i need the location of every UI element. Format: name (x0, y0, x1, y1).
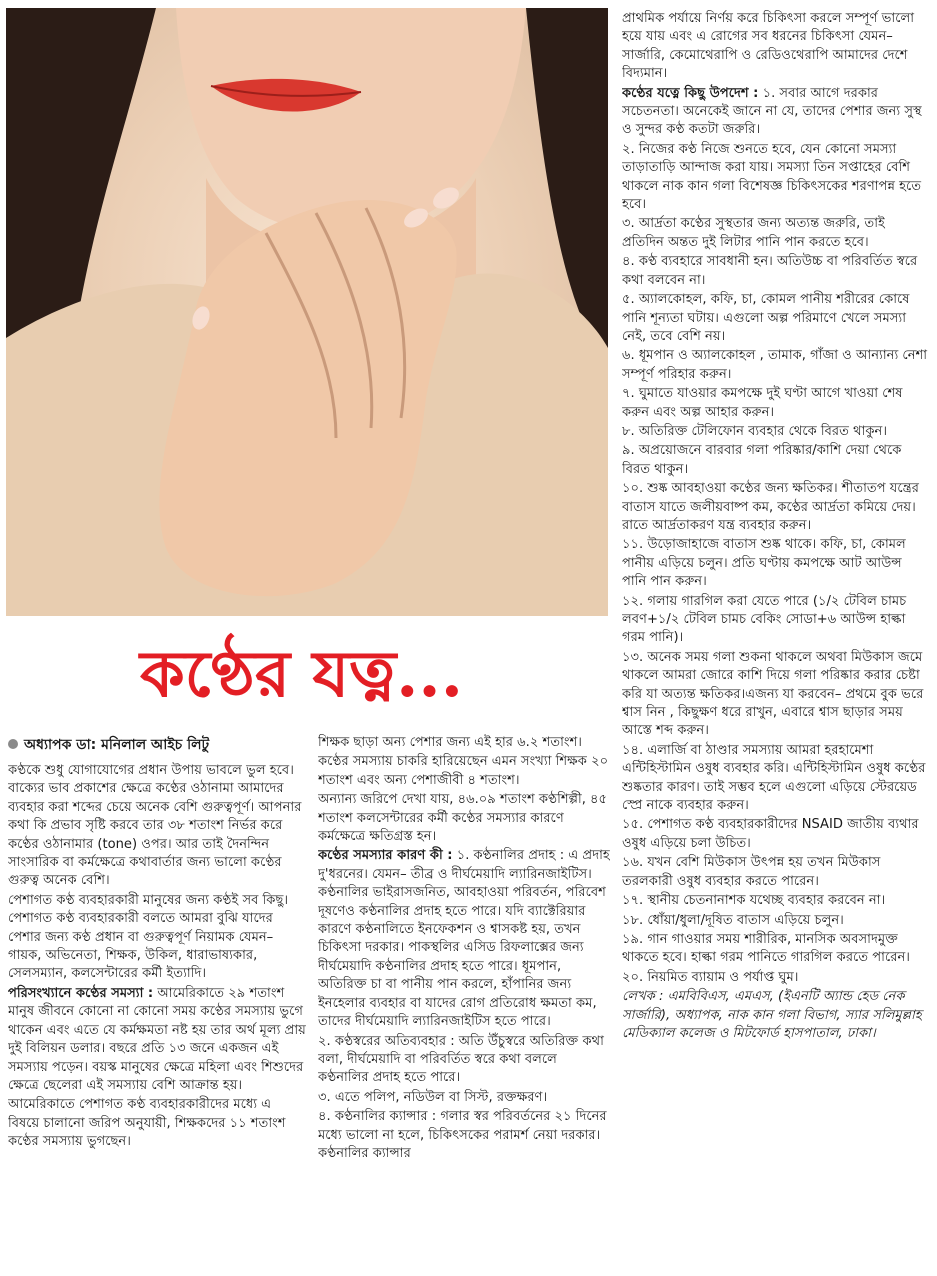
author-name: অধ্যাপক ডা: মনিলাল আইচ লিটু (24, 737, 210, 753)
tip-item: ৭. ঘুমাতে যাওয়ার কমপক্ষে দুই ঘণ্টা আগে খাওয়া শেষ করুন এবং অল্প আহার করুন। (622, 386, 903, 420)
tip-item: ১৯. গান গাওয়ার সময় শারীরিক, মানসিক অবসাদমুক্ত থাকতে হবে। হাল্কা গরম পানিতে গারগিল করতে পারেন। (622, 931, 910, 966)
tip-item: ১৬. যখন বেশি মিউকাস উৎপন্ন হয় তখন মিউকাস তরলকারী ওষুধ ব্যবহার করতে পারেন। (622, 855, 881, 889)
article-photo (6, 8, 608, 616)
paragraph: পেশাগত কণ্ঠ ব্যবহারকারী মানুষের জন্য কণ্ঠই সব কিছু। পেশাগত কণ্ঠ ব্যবহারকারী বলতে আমরা বুঝি যাদের পেশার জন্য কণ্ঠ প্রধান বা গুরুত্বপূর্ণ নিয়ামক যেমন– গায়ক, অভিনেতা, শিক্ষক, উকিল, ধারাভাষ্যকার, সেলসম্যান, কলসেন্টারের কর্মী ইত্যাদি। (8, 892, 289, 982)
tip-item: ১৩. অনেক সময় গলা শুকনা থাকলে অথবা মিউকাস জমে থাকলে আমরা জোরে কাশি দিয়ে গলা পরিষ্কার করার চেষ্টা করি যা অত্যন্ত ক্ষতিকর।এজন্য যা করবেন– প্রথমে বুক ভরে শ্বাস নিন , কিছুক্ষণ ধরে রাখুন, এবারে শ্বাস ছাড়ার সময় আস্তে শব্দ করুন। (622, 649, 924, 739)
tip-item: ২. নিজের কণ্ঠ নিজে শুনতে হবে, যেন কোনো সমস্যা তাড়াতাড়ি আন্দাজ করা যায়। সমস্যা তিন সপ্তাহের বেশি থাকলে নাক কান গলা বিশেষজ্ঞ চিকিৎসকের শরণাপন্ন হতে হবে। (622, 141, 922, 213)
article-column-left (8, 762, 306, 1272)
tip-item: ১৪. এলার্জি বা ঠাণ্ডার সমস্যায় আমরা হরহামেশা এন্টিহিস্টামিন ওষুধ ব্যবহার করি। এন্টিহিস্টামিন ওষুধ কণ্ঠের শুষ্কতার কারণ। তাই সম্ভব হলে এগুলো এড়িয়ে স্টেরয়েড স্প্রে নাকে ব্যবহার করুন। (622, 742, 926, 814)
paragraph (318, 847, 610, 1031)
paragraph: কণ্ঠের সমস্যায় চাকরি হারিয়েছেন এমন সংখ্যা শিক্ষক ২০ শতাংশ এবং অন্য পেশাজীবী ৪ শতাংশ। (318, 754, 609, 788)
paragraph: ৪. কণ্ঠনালির ক্যান্সার : গলার স্বর পরিবর্তনের ২১ দিনের মধ্যে ভালো না হলে, চিকিৎসকের পরামর্শ নেয়া দরকার। কণ্ঠনালির ক্যান্সার (318, 1109, 607, 1161)
headline: কণ্ঠের যত্ন... (140, 637, 463, 712)
article-column-right (622, 10, 928, 1272)
article-column-middle (318, 734, 610, 1272)
subheading: কণ্ঠের যত্নে কিছু উপদেশ : (622, 85, 759, 101)
tip-item: ১০. শুষ্ক আবহাওয়া কণ্ঠের জন্য ক্ষতিকর। শীতাতপ যন্ত্রের বাতাস যাতে জলীয়বাষ্প কম, কণ্ঠের আর্দ্রতা কমিয়ে দেয়। রাতে আর্দ্রতাকরণ যন্ত্র ব্যবহার করুন। (622, 481, 919, 533)
tip-item: ৬. ধূমপান ও অ্যালকোহল , তামাক, গাঁজা ও আন্যান্য নেশা সম্পূর্ণ পরিহার করুন। (622, 348, 928, 382)
tip-item: ৩. আর্দ্রতা কণ্ঠের সুস্থতার জন্য অত্যন্ত জরুরি, তাই প্রতিদিন অন্তত দুই লিটার পানি পান করতে হবে। (622, 216, 885, 250)
tip-item: ১১. উড়োজাহাজে বাতাস শুষ্ক থাকে। কফি, চা, কোমল পানীয় এড়িয়ে চলুন। প্রতি ঘণ্টায় কমপক্ষে আট আউন্স পানি পান করুন। (622, 537, 906, 590)
subheading: কণ্ঠের সমস্যার কারণ কী : (318, 848, 453, 864)
tip-item: ২০. নিয়মিত ব্যায়াম ও পর্যাপ্ত ঘুম। (622, 969, 799, 985)
tip-item: ১৫. পেশাগত কণ্ঠ ব্যবহারকারীদের NSAID জাতীয় ব্যথার ওষুধ এড়িয়ে চলা উচিত। (622, 817, 919, 851)
tip-item: ৫. অ্যালকোহল, কফি, চা, কোমল পানীয় শরীরের কোষে পানি শূন্যতা ঘটায়। এগুলো অল্প পরিমাণে খেলে সমস্যা নেই, তবে বেশি নয়। (622, 292, 910, 344)
paragraph: কণ্ঠকে শুধু যোগাযোগের প্রধান উপায় ভাবলে ভুল হবে। বাক্যের ভাব প্রকাশের ক্ষেত্রে কণ্ঠের ওঠানামা আমাদের ব্যবহার করা শব্দের চেয়ে অনেক বেশি গুরুত্বপূর্ণ। আপনার কথা কি প্রভাব সৃষ্টি করবে তার ৩৮ শতাংশ নির্ভর করে কণ্ঠের ওঠানামার (tone) ওপর। আর তাই দৈনন্দিন সাংসারিক বা কর্মক্ষেত্রে কথাবার্তার জন্য ভালো কণ্ঠের গুরুত্ব অনেক বেশি। (8, 763, 302, 889)
paragraph: শিক্ষক ছাড়া অন্য পেশার জন্য এই হার ৬.২ শতাংশ। (318, 735, 582, 750)
tip-item: ১২. গলায় গারগিল করা যেতে পারে (১/২ টেবিল চামচ লবণ+১/২ টেবিল চামচ বেকিং সোডা+৬ আউন্স হাল্কা গরম পানি)। (622, 593, 907, 646)
author-credit: লেখক : এমবিবিএস, এমএস, (ইএনটি অ্যান্ড হেড নেক সার্জারি), অধ্যাপক, নাক কান গলা বিভাগ, স্যার সলিমুল্লাহ মেডিক্যাল কলেজ ও মিটফোর্ড হাসপাতাল, ঢাকা। (622, 989, 922, 1041)
tip-item: ৮. অতিরিক্ত টেলিফোন ব্যবহার থেকে বিরত থাকুন। (622, 423, 888, 439)
tip-item: ৪. কণ্ঠ ব্যবহারে সাবধানী হন। অতিউচ্চ বা পরিবর্তিত স্বরে কথা বলবেন না। (622, 254, 918, 288)
byline (8, 734, 308, 758)
paragraph: ২. কণ্ঠস্বরের অতিব্যবহার : অতি উঁচুস্বরে অতিরিক্ত কথা বলা, দীর্ঘমেয়াদি বা পরিবর্তিত স্বরে কথা বললে কণ্ঠনালির প্রদাহ হতে পারে। (318, 1033, 604, 1086)
tip-item: ১৮. ধোঁয়া/ধুলা/দূষিত বাতাস এড়িয়ে চলুন। (622, 912, 844, 928)
paragraph (8, 985, 306, 1095)
tip-item: ৯. অপ্রয়োজনে বারবার গলা পরিষ্কার/কাশি দেয়া থেকে বিরত থাকুন। (622, 443, 902, 477)
paragraph: ৩. এতে পলিপ, নডিউল বা সিস্ট, রক্তক্ষরণ। (318, 1089, 548, 1105)
paragraph: প্রাথমিক পর্যায়ে নির্ণয় করে চিকিৎসা করলে সম্পূর্ণ ভালো হয়ে যায় এবং এ রোগের সব ধরনের চিকিৎসা যেমন– সার্জারি, কেমোথেরাপি ও রেডিওথেরাপি আমাদের দেশে বিদ্যমান। (622, 11, 915, 82)
subheading: পরিসংখ্যানে কণ্ঠের সমস্যা : (8, 985, 154, 1001)
bullet-dot-icon (8, 739, 18, 749)
paragraph-text: আমেরিকাতে ২৯ শতাংশ মানুষ জীবনে কোনো না কোনো সময় কণ্ঠের সমস্যায় ভুগে থাকেন এবং এতে যে কর্মক্ষমতা নষ্ট হয় তার অর্থ মূল্য প্রায় দুই বিলিয়ন ডলার। বছরে প্রতি ১৩ জনে একজন এই সমস্যায় পড়েন। বয়স্ক মানুষের ক্ষেত্রে মহিলা এবং শিশুদের ক্ষেত্রে ছেলেরা এই সমস্যায় বেশি আক্রান্ত হয়। (8, 985, 306, 1093)
paragraph: আমেরিকাতে পেশাগত কণ্ঠ ব্যবহারকারীদের মধ্যে এ বিষয়ে চালানো জরিপ অনুযায়ী, শিক্ষকদের ১১ শতাংশ কণ্ঠের সমস্যায় ভুগছেন। (8, 1097, 286, 1150)
woman-throat-illustration (6, 8, 608, 616)
paragraph: অন্যান্য জরিপে দেখা যায়, ৪৬.০৯ শতাংশ কণ্ঠশিল্পী, ৪৫ শতাংশ কলসেন্টারের কর্মী কণ্ঠের সমস্যার কারণে কর্মক্ষেত্রে ক্ষতিগ্রস্ত হন। (318, 792, 608, 845)
paragraph-text: ১. সবার আগে দরকার সচেতনতা। অনেকেই জানে না যে, তাদের পেশার জন্য সুস্থ ও সুন্দর কণ্ঠ কতটা জরুরি। (622, 85, 922, 138)
paragraph (622, 85, 928, 140)
paragraph-text: ১. কণ্ঠনালির প্রদাহ : এ প্রদাহ দু'ধরনের। যেমন– তীব্র ও দীর্ঘমেয়াদি ল্যারিনজাইটিস। কণ্ঠনালির ভাইরাসজনিত, আবহাওয়া পরিবর্তন, পরিবেশ দূষণেও কণ্ঠনালির প্রদাহ হতে পারে। যদি ব্যাক্টেরিয়ার কারণে কণ্ঠনালিতে ইনফেকশন ও শ্বাসকষ্ট হয়, তখন চিকিৎসা দরকার। পাকস্থলির এসিড রিফলাক্সের জন্য দীর্ঘমেয়াদি কণ্ঠনালির প্রদাহ হতে পারে। ধূমপান, অতিরিক্ত চা বা পানীয় পান করলে, হাঁপানির জন্য ইনহেলার ব্যবহার বা যাদের রোগ প্রতিরোধ ক্ষমতা কম, তাদের দীর্ঘমেয়াদি ল্যারিনজাইটিস হতে পারে। (318, 848, 610, 1030)
tip-item: ১৭. স্থানীয় চেতনানাশক যথেচ্ছ ব্যবহার করবেন না। (622, 893, 886, 909)
